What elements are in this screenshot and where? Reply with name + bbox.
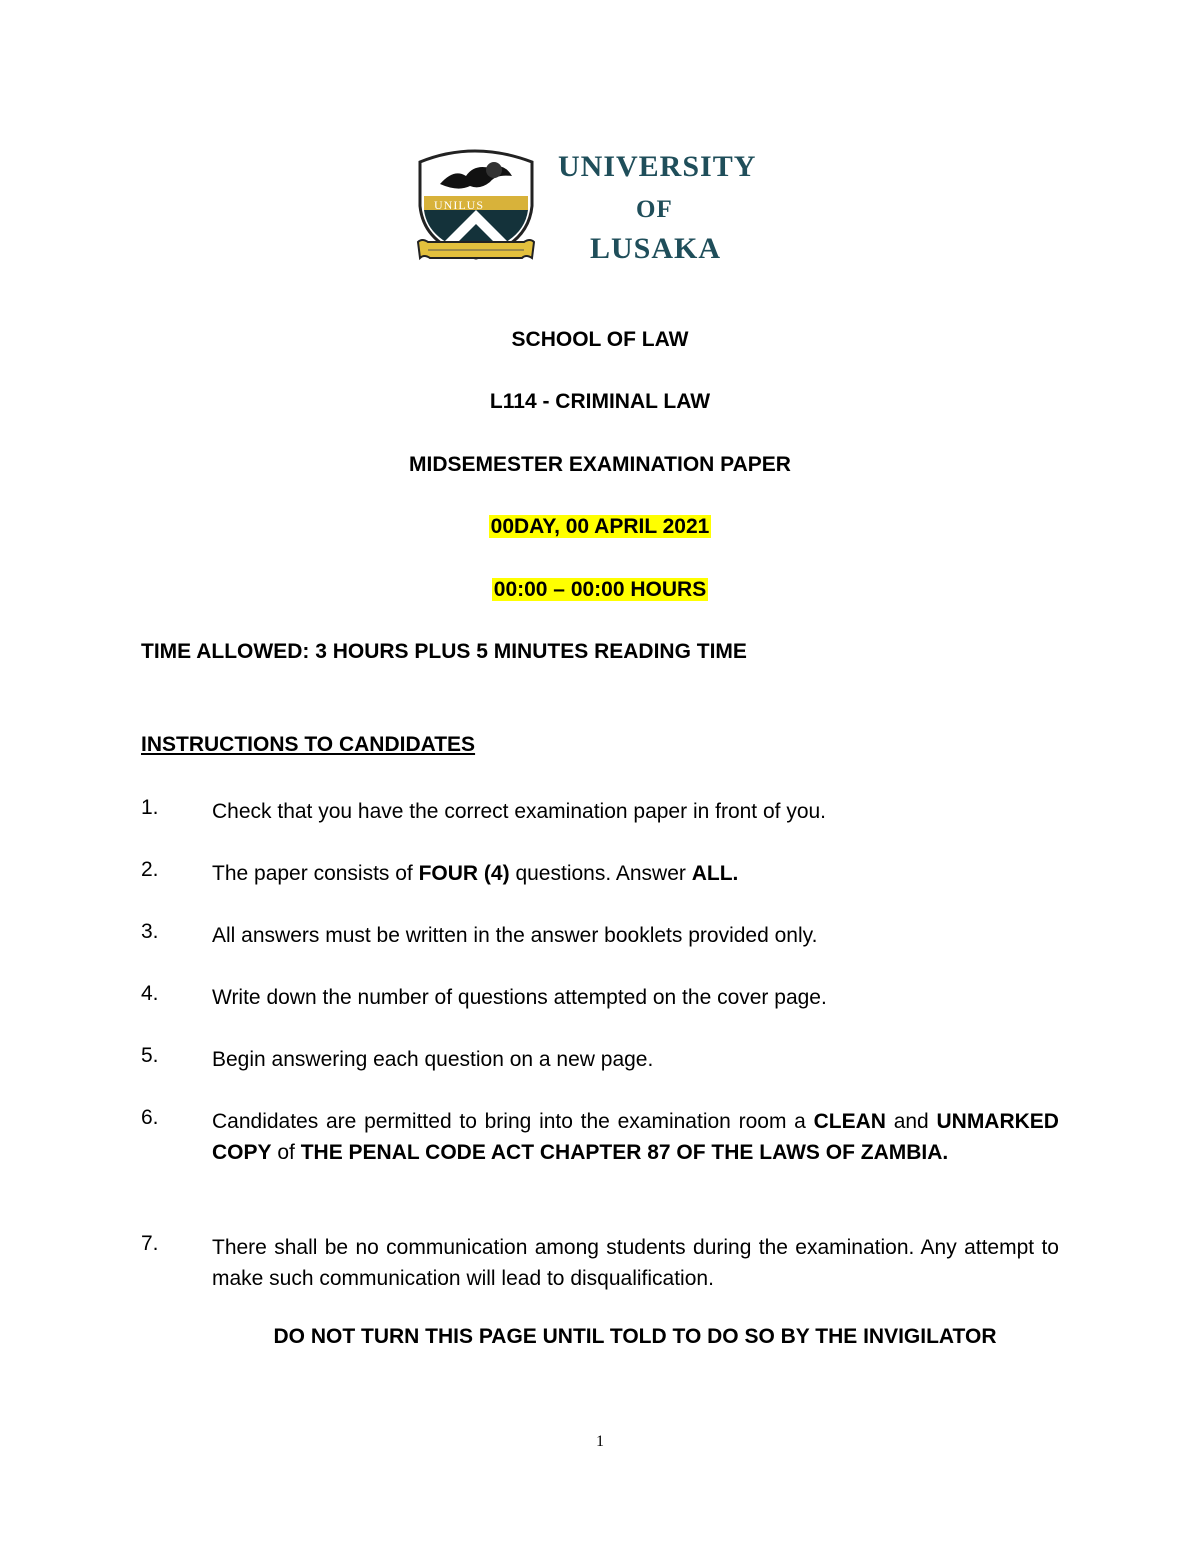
logo-word-of: OF (636, 196, 673, 223)
exam-date-row (0, 515, 1200, 539)
crest-text: UNILUS (434, 198, 484, 212)
bold-run: FOUR (4) (418, 862, 510, 885)
bold-run: CLEAN (813, 1110, 886, 1133)
school-name: SCHOOL OF LAW (511, 328, 689, 351)
time-allowed: TIME ALLOWED: 3 HOURS PLUS 5 MINUTES READING TIME (141, 640, 747, 663)
exam-hours: 00:00 – 00:00 HOURS (493, 578, 707, 601)
item-text (212, 858, 1059, 889)
item-text: Begin answering each question on a new page. (212, 1048, 654, 1071)
item-text (212, 1106, 1059, 1168)
item-number: 3. (141, 920, 159, 943)
item-text: There shall be no communication among students during the examination. Any attempt to make such communication will lead to disqualification. (212, 1236, 1059, 1290)
exam-date: 00DAY, 00 APRIL 2021 (490, 515, 710, 538)
item-number: 2. (141, 858, 159, 881)
logo-word-lusaka: LUSAKA (590, 232, 722, 265)
item-number: 1. (141, 796, 159, 819)
text-run: questions. Answer (509, 862, 692, 885)
university-logo (414, 146, 774, 274)
item-text: All answers must be written in the answer booklets provided only. (212, 924, 818, 947)
text-run: The paper consists of (212, 862, 419, 885)
item-number: 5. (141, 1044, 159, 1067)
exam-hours-row (0, 578, 1200, 602)
bold-run: THE PENAL CODE ACT CHAPTER 87 OF THE LAWS OF ZAMBIA. (300, 1141, 949, 1164)
item-text: Check that you have the correct examination paper in front of you. (212, 800, 827, 823)
text-run: Candidates are permitted to bring into the examination room a (212, 1110, 814, 1133)
page-number: 1 (596, 1433, 604, 1450)
invigilator-warning: DO NOT TURN THIS PAGE UNTIL TOLD TO DO SO BY THE INVIGILATOR (273, 1325, 997, 1348)
instructions-heading: INSTRUCTIONS TO CANDIDATES (141, 733, 476, 756)
paper-title: MIDSEMESTER EXAMINATION PAPER (409, 453, 791, 476)
bold-run: UNMARKED COPY (212, 1110, 1059, 1164)
bold-run: ALL. (691, 862, 739, 885)
item-text: Write down the number of questions attempted on the cover page. (212, 986, 827, 1009)
item-number: 7. (141, 1232, 159, 1255)
course-title: L114 - CRIMINAL LAW (489, 390, 711, 413)
item-number: 4. (141, 982, 159, 1005)
text-run: and (885, 1110, 937, 1133)
text-run: of (271, 1141, 301, 1164)
item-number: 6. (141, 1106, 159, 1129)
logo-word-university: UNIVERSITY (558, 150, 757, 183)
